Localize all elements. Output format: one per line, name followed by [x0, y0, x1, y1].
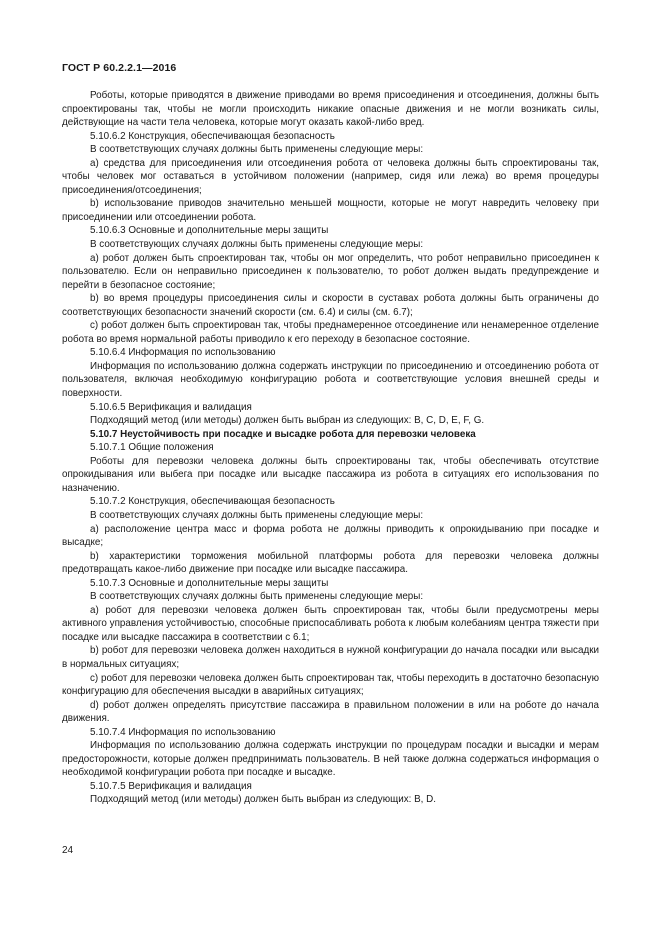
- list-item: b) использование приводов значительно меньшей мощности, которые не могут навредить человеку при присоединении или отсоединении робота.: [62, 198, 599, 223]
- section-heading: 5.10.7.4 Информация по использованию: [90, 726, 276, 738]
- document-body: [62, 89, 599, 807]
- section-heading: 5.10.7.1 Общие положения: [90, 442, 214, 454]
- list-item: a) робот должен быть спроектирован так, чтобы он мог определить, что робот неправильно присоединен к пользователю. Если он неправильно присоединен к пользователю, то робот должен выдать предупреждение и перейти в безопасное состояние;: [62, 252, 599, 291]
- section-heading: 5.10.6.4 Информация по использованию: [90, 347, 276, 359]
- list-item: a) робот для перевозки человека должен быть спроектирован так, чтобы были предусмотрены меры активного управления устойчивостью, способные приспосабливать робота к любым колебаниям центра тяжести при посадке или высадке пассажира в соответствии с 6.1;: [62, 604, 599, 643]
- paragraph: Информация по использованию должна содержать инструкции по присоединению и отсоединению робота от пользователя, включая необходимую конфигурацию робота и соответствующие условия внешней среды и поверхности.: [62, 360, 599, 400]
- section-heading: 5.10.7.2 Конструкция, обеспечивающая безопасность: [90, 496, 335, 508]
- paragraph: В соответствующих случаях должны быть применены следующие меры:: [90, 144, 424, 156]
- list-item: a) расположение центра масс и форма робота не должны приводить к опрокидыванию при посадке и высадке;: [62, 523, 599, 549]
- list-item: a) средства для присоединения или отсоединения робота от человека должны быть спроектированы так, чтобы человек мог оставаться в устойчивом положении (например, сидя или лежа) во время процедуры присоединения/отсоединения;: [62, 157, 599, 196]
- section-heading: 5.10.7.5 Верификация и валидация: [90, 780, 252, 792]
- paragraph: Роботы, которые приводятся в движение приводами во время присоединения и отсоединения, должны быть спроектированы так, чтобы не могли происходить никакие опасные движения и не могли возникать силы, действующие на части тела человека, которые могут оказать какой-либо вред.: [62, 90, 599, 129]
- list-item: b) во время процедуры присоединения силы и скорости в суставах робота должны быть ограничены до соответствующих безопасности значений скорости (см. 6.4) и силы (см. 6.7);: [62, 293, 599, 318]
- list-item: b) характеристики торможения мобильной платформы робота для перевозки человека должны предотвращать какое-либо движение при посадке или высадке пассажира.: [62, 550, 599, 576]
- paragraph: В соответствующих случаях должны быть применены следующие меры:: [90, 591, 424, 603]
- section-heading: 5.10.6.2 Конструкция, обеспечивающая безопасность: [90, 130, 335, 142]
- section-heading: 5.10.6.5 Верификация и валидация: [90, 401, 252, 413]
- paragraph: Подходящий метод (или методы) должен быть выбран из следующих: B, C, D, E, F, G.: [90, 415, 485, 427]
- paragraph: Подходящий метод (или методы) должен быть выбран из следующих: B, D.: [90, 794, 436, 806]
- section-heading-bold: 5.10.7 Неустойчивость при посадке и высадке робота для перевозки человека: [90, 428, 476, 440]
- paragraph: В соответствующих случаях должны быть применены следующие меры:: [90, 509, 424, 521]
- list-item: d) робот должен определять присутствие пассажира в правильном положении в или на роботе до начала движения.: [62, 699, 599, 725]
- list-item: c) робот должен быть спроектирован так, чтобы преднамеренное отсоединение или ненамеренное отделение робота во время нормальной работы приводило к его переходу в безопасное состояние.: [62, 320, 599, 345]
- paragraph: Информация по использованию должна содержать инструкции по процедурам посадки и высадки и мерам предосторожности, которые должен предпринимать пользователь. В ней также должна содержаться информация о необходимой конфигурации робота при посадке и высадке.: [62, 740, 599, 779]
- paragraph: Роботы для перевозки человека должны быть спроектированы так, чтобы обеспечивать отсутствие опрокидывания или выбега при посадке или высадке пассажира из робота в ситуациях его использования по назначению.: [62, 455, 599, 494]
- document-header: ГОСТ Р 60.2.2.1—2016: [62, 62, 177, 74]
- page-number: 24: [62, 845, 74, 856]
- section-heading: 5.10.6.3 Основные и дополнительные меры защиты: [90, 225, 329, 237]
- list-item: b) робот для перевозки человека должен находиться в нужной конфигурации до начала посадки или высадки в нормальных ситуациях;: [62, 645, 599, 670]
- section-heading: 5.10.7.3 Основные и дополнительные меры защиты: [90, 577, 329, 589]
- paragraph: В соответствующих случаях должны быть применены следующие меры:: [90, 239, 424, 251]
- list-item: c) робот для перевозки человека должен быть спроектирован так, чтобы переходить в достаточно безопасную конфигурацию для обеспечения высадки в аварийных ситуациях;: [62, 672, 599, 698]
